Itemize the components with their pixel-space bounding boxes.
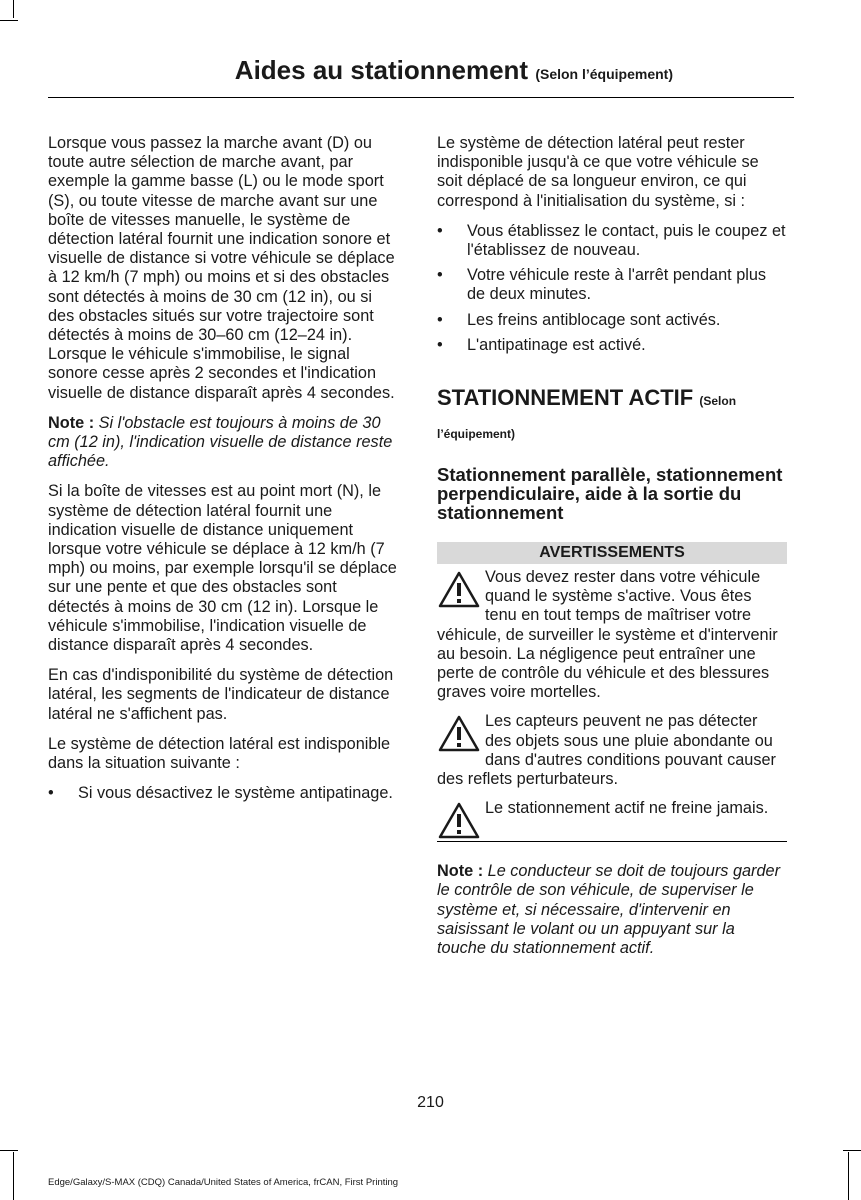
- bullet-list-right: [437, 222, 787, 355]
- bullet-list-left: [48, 784, 400, 803]
- section-subtitle: (Selon l’équipement): [437, 394, 737, 442]
- paragraph-forward-gear: Lorsque vous passez la marche avant (D) ou toute autre sélection de marche avant, par exemple la gamme basse (L) ou le mode sport (S), ou toute vitesse de marche avant sur une boîte de vitesses manuelle, le système de détection latéral fournit une indication sonore et visuelle de distance si votre véhicule se déplace à 12 km/h (7 mph) ou moins et si des obstacles sont détectés à moins de 30 cm (12 in), ou si des obstacles situés sur votre trajectoire sont détectés à moins de 30–60 cm (12–24 in). Lorsque le véhicule s'immobilise, le signal sonore cesse après 2 secondes et l'indication visuelle de distance disparaît après 4 secondes.: [48, 134, 395, 402]
- warning-text: Le stationnement actif ne freine jamais.: [485, 799, 769, 818]
- list-item: [48, 784, 400, 803]
- left-column: [48, 134, 400, 815]
- warning-item: [437, 568, 787, 702]
- list-item-text: Les freins antiblocage sont activés.: [467, 310, 721, 329]
- subsection-heading: Stationnement parallèle, stationnement perpendiculaire, aide à la sortie du stationnement: [437, 464, 783, 524]
- warning-triangle-icon: [437, 714, 481, 754]
- note-label: Note :: [48, 413, 95, 432]
- note-text: Le conducteur se doit de toujours garder le contrôle de son véhicule, de superviser le système et, si nécessaire, d'intervenir en saisissant le volant ou un appuyant sur la touche du stationnement actif.: [437, 862, 781, 958]
- note-text: Si l'obstacle est toujours à moins de 30 cm (12 in), l'indication visuelle de distance reste affichée.: [48, 413, 393, 471]
- page-title: [235, 55, 673, 86]
- bullet-glyph: •: [437, 335, 443, 354]
- footer-text: Edge/Galaxy/S-MAX (CDQ) Canada/United States of America, frCAN, First Printing: [48, 1177, 399, 1188]
- note-driver-control: [437, 862, 787, 958]
- crop-mark-top-left-v: [13, 0, 14, 18]
- page-title-subtitle: (Selon l’équipement): [535, 66, 673, 82]
- paragraph-neutral: Si la boîte de vitesses est au point mort (N), le système de détection latéral fournit une indication visuelle de distance uniquement lorsque votre véhicule se déplace à 12 km/h (7 mph) ou moins, par exemple lorsqu'il se déplace sur une pente et que des obstacles sont détectés à moins de 30 cm (12 in). Lorsque le véhicule s'immobilise, l'indication visuelle de distance disparaît après 4 secondes.: [48, 482, 397, 655]
- warning-text: Vous devez rester dans votre véhicule quand le système s'active. Vous êtes tenu en tout temps de maîtriser votre véhicule, de surveiller le système et d'intervenir au besoin. La négligence peut entraîner une perte de contrôle du véhicule et des blessures graves voire mortelles.: [437, 568, 778, 702]
- page-title-main: Aides au stationnement: [234, 55, 529, 85]
- list-item: [437, 336, 787, 355]
- right-column: [437, 134, 787, 969]
- list-item: [437, 311, 787, 330]
- section-title: STATIONNEMENT ACTIF: [437, 385, 694, 411]
- header-divider: [48, 97, 794, 98]
- bullet-glyph: •: [437, 221, 443, 240]
- crop-mark-bottom-left-v: [13, 1152, 14, 1200]
- warning-triangle-icon: [437, 570, 481, 610]
- bullet-glyph: •: [437, 266, 443, 285]
- crop-mark-bottom-right-v: [848, 1152, 849, 1200]
- section-heading: [437, 383, 787, 449]
- list-item-text: L'antipatinage est activé.: [467, 335, 646, 354]
- paragraph-unavailable-segments: En cas d'indisponibilité du système de détection latéral, les segments de l'indicateur de distance latéral ne s'affichent pas.: [48, 666, 394, 723]
- list-item-text: Votre véhicule reste à l'arrêt pendant plus de deux minutes.: [467, 266, 767, 304]
- warning-item: [437, 712, 787, 789]
- warning-triangle-icon: [437, 801, 481, 841]
- warnings-header: AVERTISSEMENTS: [437, 542, 787, 564]
- page-number: 210: [417, 1094, 444, 1111]
- note-obstacle: [48, 414, 400, 472]
- list-item-text: Si vous désactivez le système antipatinage.: [78, 784, 393, 803]
- paragraph-initialization: Le système de détection latéral peut rester indisponible jusqu'à ce que votre véhicule se soit déplacé de sa longueur environ, ce qui correspond à l'initialisation du système, si :: [437, 134, 759, 210]
- list-item: [437, 266, 787, 304]
- list-item-text: Vous établissez le contact, puis le coupez et l'établissez de nouveau.: [467, 221, 786, 260]
- warnings-divider: [437, 841, 787, 842]
- warning-text: Les capteurs peuvent ne pas détecter des objets sous une pluie abondante ou dans d'autres conditions pouvant causer des reflets perturbateurs.: [437, 712, 776, 789]
- crop-mark-top-left-h: [0, 20, 18, 21]
- bullet-glyph: •: [48, 784, 54, 803]
- warning-item: [437, 799, 787, 818]
- crop-mark-bottom-left-h: [0, 1150, 18, 1151]
- crop-mark-bottom-right-h: [843, 1150, 861, 1151]
- note-label: Note :: [437, 862, 484, 881]
- list-item: [437, 222, 787, 260]
- bullet-glyph: •: [437, 310, 443, 329]
- paragraph-unavailable-situation: Le système de détection latéral est indisponible dans la situation suivante :: [48, 734, 391, 773]
